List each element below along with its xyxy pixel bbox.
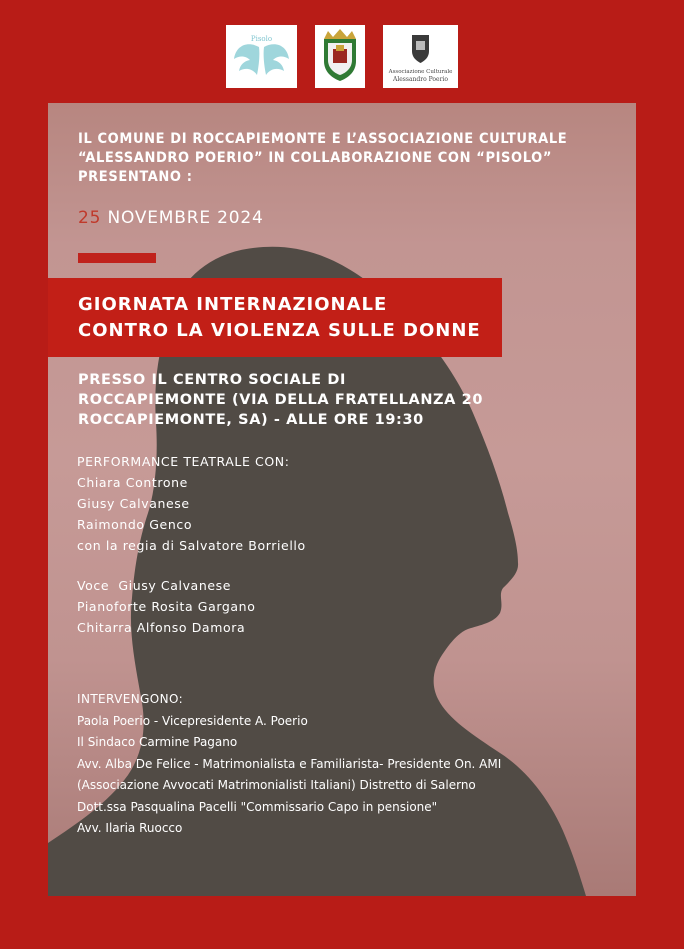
venue-line: ROCCAPIEMONTE (VIA DELLA FRATELLANZA 20 [78, 392, 484, 408]
musician-credit: Voce Giusy Calvanese [77, 578, 232, 593]
accent-bar [78, 253, 156, 263]
speaker-line: Paola Poerio - Vicepresidente A. Poerio [77, 713, 308, 728]
event-date [78, 208, 264, 228]
venue-text [78, 370, 483, 430]
logos-row [0, 25, 684, 90]
performer-name: Giusy Calvanese [77, 496, 190, 511]
musician-credit: Chitarra Alfonso Damora [77, 620, 246, 635]
speakers-section [77, 689, 501, 840]
svg-text:Associazione Culturale [388, 69, 453, 75]
speakers-heading: INTERVENGONO: [77, 692, 184, 706]
venue-line: PRESSO IL CENTRO SOCIALE DI [78, 372, 346, 388]
title-line: CONTRO LA VIOLENZA SULLE DONNE [78, 320, 481, 341]
associazione-poerio-logo [383, 25, 458, 88]
performance-section [77, 451, 306, 556]
musician-credit: Pianoforte Rosita Gargano [77, 599, 256, 614]
speaker-line: Il Sindaco Carmine Pagano [77, 735, 238, 749]
pisolo-logo-text: Pisolo [250, 35, 273, 43]
performer-name: Chiara Controne [77, 475, 188, 490]
assoc-logo-line-2: Alessandro Poerio [393, 76, 448, 83]
speaker-line: Avv. Ilaria Ruocco [77, 821, 183, 835]
date-day: 25 [78, 208, 102, 228]
title-line: GIORNATA INTERNAZIONALE [78, 294, 388, 315]
director-credit: con la regia di Salvatore Borriello [77, 538, 306, 553]
date-month-year: NOVEMBRE 2024 [101, 208, 264, 228]
speaker-line: (Associazione Avvocati Matrimonialisti Italiani) Distretto di Salerno [77, 778, 476, 792]
roccapiemonte-crest-logo [315, 25, 365, 88]
intro-text [78, 130, 618, 187]
venue-line: ROCCAPIEMONTE, SA) - ALLE ORE 19:30 [78, 412, 424, 428]
performer-name: Raimondo Genco [77, 517, 193, 532]
svg-text:Alessandro Poerio [392, 76, 448, 83]
assoc-logo-line-1: Associazione Culturale [388, 69, 453, 75]
performance-heading: PERFORMANCE TEATRALE CON: [77, 454, 290, 469]
intro-line: PRESENTANO : [78, 169, 193, 185]
intro-line: IL COMUNE DI ROCCAPIEMONTE E L’ASSOCIAZIONE CULTURALE [78, 131, 568, 147]
event-title [78, 292, 481, 344]
intro-line: “ALESSANDRO POERIO” IN COLLABORAZIONE CON “PISOLO” [78, 150, 552, 166]
speaker-line: Avv. Alba De Felice - Matrimonialista e Familiarista- Presidente On. AMI [77, 756, 502, 771]
pisolo-wings-logo [226, 25, 297, 88]
music-section [77, 575, 255, 638]
speaker-line: Dott.ssa Pasqualina Pacelli "Commissario Capo in pensione" [77, 799, 438, 814]
